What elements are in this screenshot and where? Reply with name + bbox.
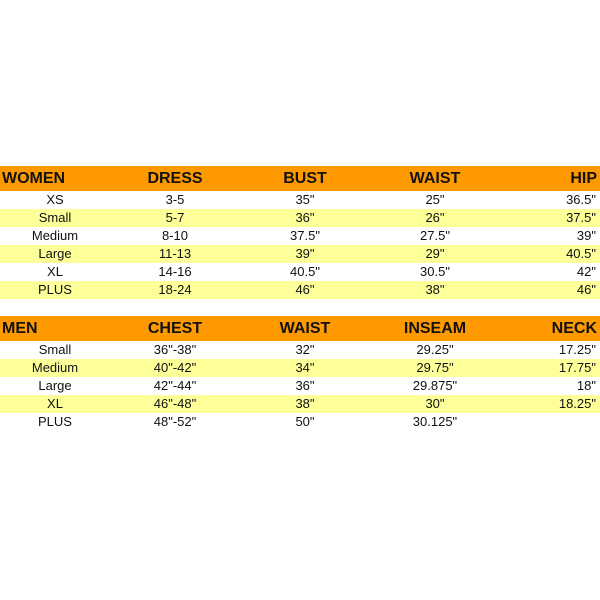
bust-cell: 36"	[240, 209, 370, 227]
inseam-cell: 29.25"	[370, 341, 500, 359]
size-cell: XS	[0, 191, 110, 209]
men-size-table	[0, 316, 600, 431]
size-cell: XL	[0, 263, 110, 281]
bust-cell: 46"	[240, 281, 370, 299]
neck-cell: 18.25"	[500, 395, 600, 413]
table-row	[0, 245, 600, 263]
dress-cell: 5-7	[110, 209, 240, 227]
hip-cell: 40.5"	[500, 245, 600, 263]
table-row	[0, 281, 600, 299]
women-header-dress: DRESS	[110, 166, 240, 191]
chest-cell: 46"-48"	[110, 395, 240, 413]
bust-cell: 37.5"	[240, 227, 370, 245]
table-row	[0, 359, 600, 377]
neck-cell: 18"	[500, 377, 600, 395]
table-row	[0, 263, 600, 281]
waist-cell: 29"	[370, 245, 500, 263]
women-header-hip: HIP	[500, 166, 600, 191]
hip-cell: 46"	[500, 281, 600, 299]
size-cell: PLUS	[0, 413, 110, 431]
size-cell: Large	[0, 377, 110, 395]
inseam-cell: 30"	[370, 395, 500, 413]
size-cell: Small	[0, 209, 110, 227]
table-row	[0, 191, 600, 209]
waist-cell: 50"	[240, 413, 370, 431]
waist-cell: 38"	[240, 395, 370, 413]
size-cell: Small	[0, 341, 110, 359]
table-row	[0, 341, 600, 359]
women-header-size: WOMEN	[0, 166, 110, 191]
hip-cell: 42"	[500, 263, 600, 281]
women-header-bust: BUST	[240, 166, 370, 191]
size-cell: PLUS	[0, 281, 110, 299]
men-header-size: MEN	[0, 316, 110, 341]
men-header-waist: WAIST	[240, 316, 370, 341]
table-row	[0, 209, 600, 227]
men-header-row	[0, 316, 600, 341]
neck-cell	[500, 413, 600, 431]
neck-cell: 17.25"	[500, 341, 600, 359]
table-row	[0, 377, 600, 395]
men-header-chest: CHEST	[110, 316, 240, 341]
waist-cell: 26"	[370, 209, 500, 227]
hip-cell: 39"	[500, 227, 600, 245]
dress-cell: 11-13	[110, 245, 240, 263]
women-header-waist: WAIST	[370, 166, 500, 191]
waist-cell: 38"	[370, 281, 500, 299]
inseam-cell: 30.125"	[370, 413, 500, 431]
dress-cell: 14-16	[110, 263, 240, 281]
bust-cell: 39"	[240, 245, 370, 263]
table-row	[0, 227, 600, 245]
table-row	[0, 413, 600, 431]
men-header-neck: NECK	[500, 316, 600, 341]
waist-cell: 30.5"	[370, 263, 500, 281]
inseam-cell: 29.75"	[370, 359, 500, 377]
women-size-table	[0, 166, 600, 299]
size-cell: Medium	[0, 227, 110, 245]
waist-cell: 25"	[370, 191, 500, 209]
bust-cell: 40.5"	[240, 263, 370, 281]
women-header-row	[0, 166, 600, 191]
hip-cell: 36.5"	[500, 191, 600, 209]
neck-cell: 17.75"	[500, 359, 600, 377]
chest-cell: 36"-38"	[110, 341, 240, 359]
waist-cell: 27.5"	[370, 227, 500, 245]
waist-cell: 32"	[240, 341, 370, 359]
size-cell: Medium	[0, 359, 110, 377]
inseam-cell: 29.875"	[370, 377, 500, 395]
waist-cell: 36"	[240, 377, 370, 395]
chest-cell: 42"-44"	[110, 377, 240, 395]
hip-cell: 37.5"	[500, 209, 600, 227]
waist-cell: 34"	[240, 359, 370, 377]
chest-cell: 48"-52"	[110, 413, 240, 431]
size-cell: XL	[0, 395, 110, 413]
size-cell: Large	[0, 245, 110, 263]
bust-cell: 35"	[240, 191, 370, 209]
chest-cell: 40"-42"	[110, 359, 240, 377]
table-row	[0, 395, 600, 413]
dress-cell: 18-24	[110, 281, 240, 299]
dress-cell: 8-10	[110, 227, 240, 245]
men-header-inseam: INSEAM	[370, 316, 500, 341]
dress-cell: 3-5	[110, 191, 240, 209]
